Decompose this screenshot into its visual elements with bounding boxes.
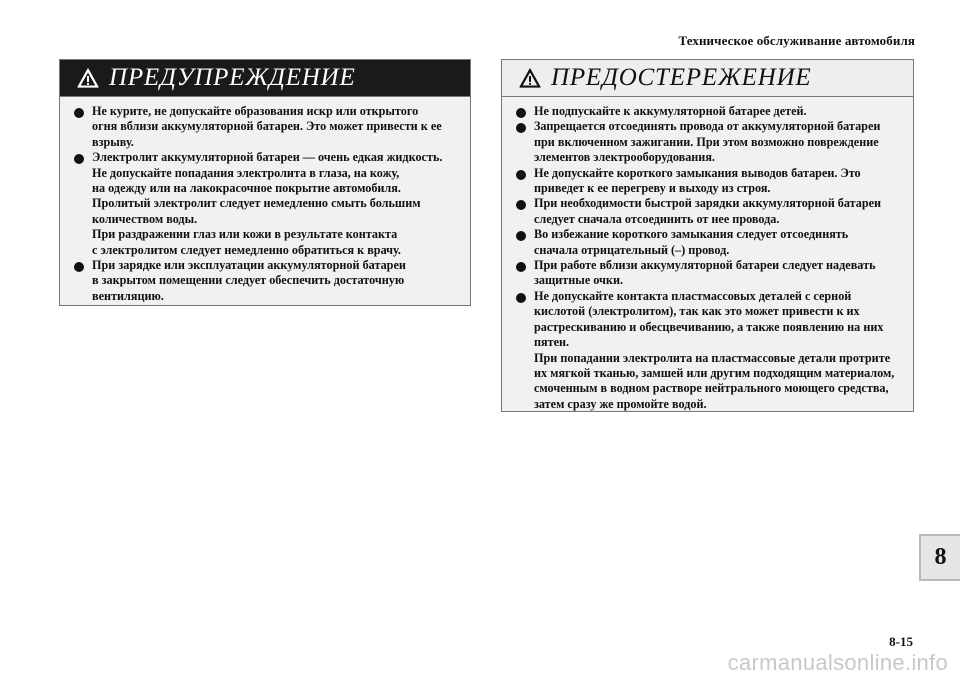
list-item — [516, 289, 903, 412]
list-item — [74, 150, 460, 258]
item-line: вентиляцию. — [92, 288, 164, 303]
warning-header — [60, 60, 470, 97]
item-line: При зарядке или эксплуатации аккумуляторной батареи — [92, 258, 406, 273]
caution-list — [502, 97, 913, 412]
caution-box — [501, 59, 914, 412]
list-item — [516, 258, 903, 289]
item-line: в закрытом помещении следует обеспечить достаточную — [92, 273, 405, 288]
item-line: растрескиванию и обесцвечиванию, а также появлению на них — [534, 319, 884, 334]
bullet-icon — [516, 293, 526, 303]
item-line: При попадании электролита на пластмассовые детали протрите — [534, 350, 891, 365]
item-line: Во избежание короткого замыкания следует отсоединять — [534, 227, 849, 242]
running-title: Техническое обслуживание автомобиля — [678, 33, 915, 48]
item-line: их мягкой тканью, замшей или другим подходящим материалом, — [534, 365, 895, 380]
caution-header — [502, 60, 913, 97]
item-line: при включенном зажигании. При этом возможно повреждение — [534, 134, 879, 149]
chapter-tab: 8 — [919, 534, 960, 581]
list-item — [516, 119, 903, 165]
item-line: При необходимости быстрой зарядки аккумуляторной батареи — [534, 196, 882, 211]
item-line: приведет к ее перегреву и выходу из строя. — [534, 181, 771, 196]
item-line: количеством воды. — [92, 211, 198, 226]
warning-list — [60, 97, 470, 304]
warning-triangle-icon — [519, 68, 541, 88]
item-line: взрыву. — [92, 134, 134, 149]
item-line: Не курите, не допускайте образования искр или открытого — [92, 104, 419, 118]
bullet-icon — [516, 108, 526, 118]
list-item — [516, 166, 903, 197]
bullet-icon — [516, 170, 526, 180]
item-line: При работе вблизи аккумуляторной батареи следует надевать — [534, 258, 876, 273]
list-item — [74, 104, 460, 150]
item-line: При раздражении глаз или кожи в результате контакта — [92, 227, 398, 242]
item-line: пятен. — [534, 335, 570, 350]
item-line: Не допускайте короткого замыкания выводов батареи. Это — [534, 165, 861, 180]
item-line: элементов электрооборудования. — [534, 150, 715, 165]
bullet-icon — [516, 262, 526, 272]
list-item — [516, 104, 903, 119]
item-line: кислотой (электролитом), так как это может привести к их — [534, 304, 860, 319]
item-line: на одежду или на лакокрасочное покрытие автомобиля. — [92, 181, 401, 196]
item-line: Пролитый электролит следует немедленно смыть большим — [92, 196, 421, 211]
bullet-icon — [516, 231, 526, 241]
caution-title: ПРЕДОСТЕРЕЖЕНИЕ — [551, 64, 812, 91]
warning-box — [59, 59, 471, 306]
watermark-text: carmanualsonline.info — [727, 650, 948, 675]
list-item — [516, 227, 903, 258]
item-line: Электролит аккумуляторной батареи — очень едкая жидкость. — [92, 150, 443, 165]
bullet-icon — [74, 108, 84, 118]
item-line: затем сразу же промойте водой. — [534, 396, 707, 411]
item-line: огня вблизи аккумуляторной батареи. Это может привести к ее — [92, 119, 442, 134]
item-line: защитные очки. — [534, 273, 624, 288]
item-line: Не допускайте попадания электролита в глаза, на кожу, — [92, 165, 400, 180]
warning-triangle-icon — [77, 68, 99, 88]
bullet-icon — [516, 200, 526, 210]
bullet-icon — [516, 123, 526, 133]
page-number: 8-15 — [889, 634, 913, 649]
list-item — [74, 258, 460, 304]
item-line: Не допускайте контакта пластмассовых деталей с серной — [534, 288, 852, 303]
item-line: сначала отрицательный (–) провод. — [534, 242, 730, 257]
bullet-icon — [74, 262, 84, 272]
warning-title: ПРЕДУПРЕЖДЕНИЕ — [109, 64, 356, 91]
bullet-icon — [74, 154, 84, 164]
item-line: смоченным в водном растворе нейтрального моющего средства, — [534, 381, 889, 396]
list-item — [516, 196, 903, 227]
item-line: следует сначала отсоединить от нее провода. — [534, 211, 780, 226]
item-line: Запрещается отсоединять провода от аккумуляторной батареи — [534, 119, 881, 134]
item-line: с электролитом следует немедленно обратиться к врачу. — [92, 242, 401, 257]
item-line: Не подпускайте к аккумуляторной батарее детей. — [534, 104, 807, 118]
